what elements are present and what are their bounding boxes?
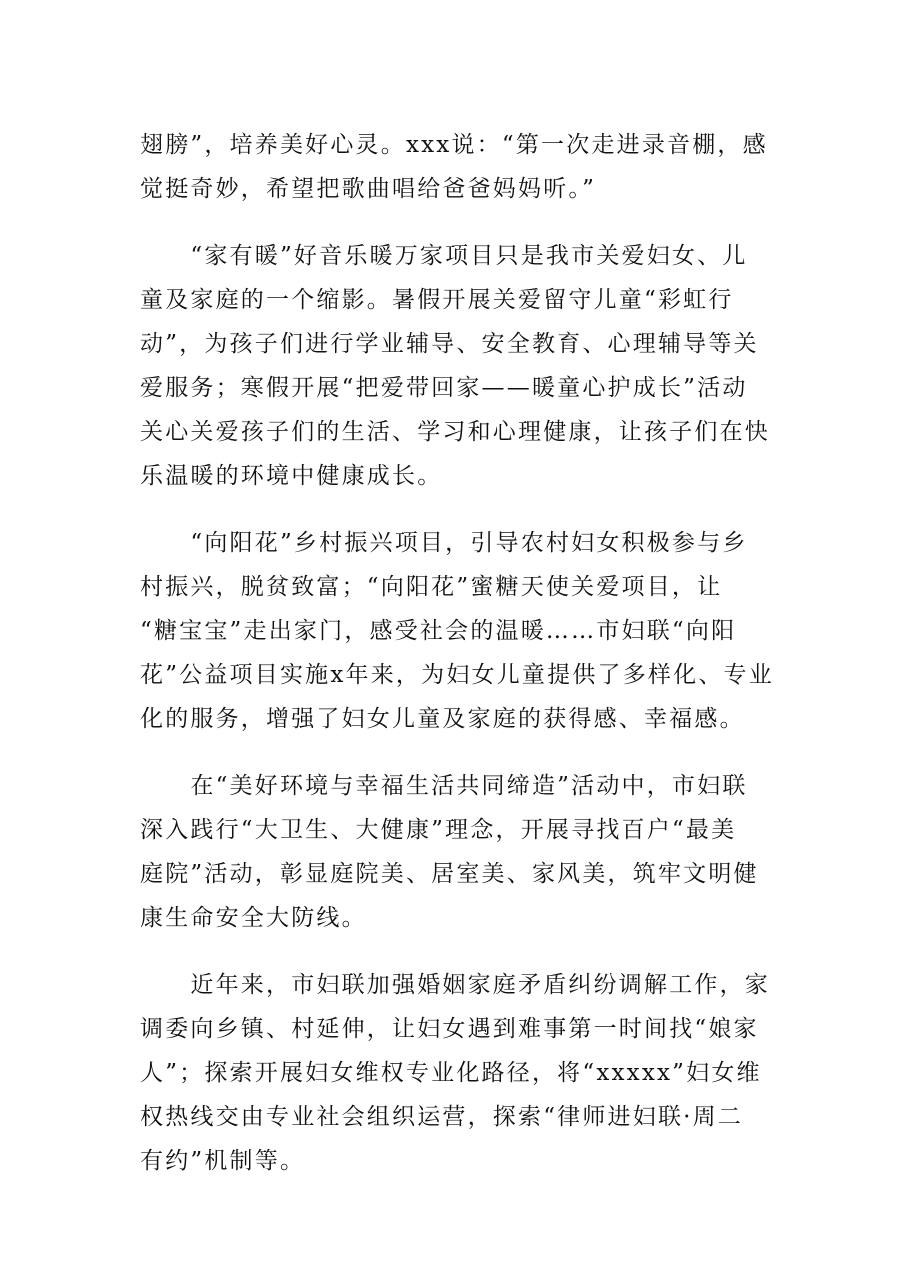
text-line: “家有暖”好音乐暖万家项目只是我市关爱妇女、儿 [140, 243, 748, 269]
text-line: 近年来，市妇联加强婚姻家庭矛盾纠纷调解工作，家 [140, 972, 770, 998]
text-line: 动”，为孩子们进行学业辅导、安全教育、心理辅导等关 [140, 331, 759, 357]
paragraph-1 [140, 123, 773, 211]
text-line: 深入践行“大卫生、大健康”理念，开展寻找百户“最美 [140, 817, 737, 843]
paragraph-3 [140, 521, 773, 741]
text-line: 觉挺奇妙，希望把歌曲唱给爸爸妈妈听。” [140, 176, 597, 202]
text-line: “糖宝宝”走出家门，感受社会的温暖……市妇联“向阳 [140, 618, 737, 644]
text-line: 庭院”活动，彰显庭院美、居室美、家风美，筑牢文明健 [140, 861, 759, 887]
text-line: 权热线交由专业社会组织运营，探索“律师进妇联·周二 [140, 1104, 744, 1130]
text-line: 花”公益项目实施x年来，为妇女儿童提供了多样化、专业 [140, 662, 774, 688]
text-line: 人”；探索开展妇女维权专业化路径，将“xxxxx”妇女维 [140, 1060, 762, 1086]
text-line: 童及家庭的一个缩影。暑假开展关爱留守儿童“彩虹行 [140, 287, 734, 313]
text-line: 爱服务；寒假开展“把爱带回家——暖童心护成长”活动 [140, 375, 748, 401]
text-line: 村振兴，脱贫致富；“向阳花”蜜糖天使关爱项目，让 [140, 574, 723, 600]
document-body [140, 123, 773, 1183]
text-line: 乐温暖的环境中健康成长。 [140, 463, 443, 489]
text-line: 关心关爱孩子们的生活、学习和心理健康，让孩子们在快 [140, 419, 770, 445]
text-line: 有约”机制等。 [140, 1148, 306, 1174]
text-line: 翅膀”，培养美好心灵。xxx说：“第一次走进录音棚，感 [140, 132, 768, 158]
text-line: 在“美好环境与幸福生活共同缔造”活动中，市妇联 [140, 773, 748, 799]
text-line: 调委向乡镇、村延伸，让妇女遇到难事第一时间找“娘家 [140, 1016, 759, 1042]
paragraph-5 [140, 963, 773, 1183]
paragraph-2 [140, 234, 773, 498]
paragraph-4 [140, 764, 773, 940]
text-line: 化的服务，增强了妇女儿童及家庭的获得感、幸福感。 [140, 706, 745, 732]
text-line: 康生命安全大防线。 [140, 905, 367, 931]
text-line: “向阳花”乡村振兴项目，引导农村妇女积极参与乡 [140, 530, 748, 556]
